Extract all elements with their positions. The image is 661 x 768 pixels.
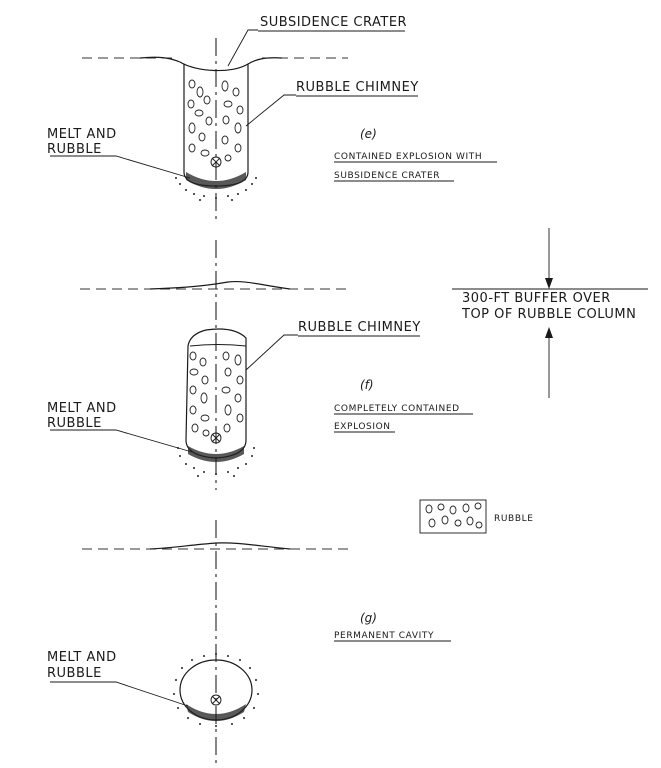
panel-g-melt-label-2: RUBBLE xyxy=(47,666,102,681)
legend-rubble-label: RUBBLE xyxy=(494,514,534,524)
panel-e-rubble-chimney-label: RUBBLE CHIMNEY xyxy=(296,80,419,95)
buffer-label-2: TOP OF RUBBLE COLUMN xyxy=(462,307,637,322)
panel-g-caption-1: PERMANENT CAVITY xyxy=(334,631,435,641)
panel-e-melt-label-1: MELT AND xyxy=(47,127,117,142)
panel-g-letter: (g) xyxy=(360,611,377,625)
panel-f-caption-1: COMPLETELY CONTAINED xyxy=(334,404,460,414)
panel-f-melt-label-1: MELT AND xyxy=(47,401,117,416)
panel-f-caption-2: EXPLOSION xyxy=(334,422,391,432)
panel-e-crater-leader xyxy=(228,30,258,66)
panel-f-letter: (f) xyxy=(360,378,374,392)
panel-f-rubble-chimney-label: RUBBLE CHIMNEY xyxy=(298,320,421,335)
panel-e-melt-label-2: RUBBLE xyxy=(47,142,102,157)
panel-e xyxy=(47,15,497,222)
panel-f-chimney-leader xyxy=(246,335,298,370)
panel-g-shot-point xyxy=(211,695,221,705)
panel-f-chimney-cap xyxy=(190,345,246,347)
panel-f-surface xyxy=(150,282,290,289)
panel-g-melt-leader xyxy=(50,682,188,706)
panel-e-chimney-leader xyxy=(246,95,296,126)
panel-f xyxy=(47,240,473,490)
panel-e-crater-surface xyxy=(140,57,282,70)
panel-g xyxy=(47,520,451,768)
panel-g-melt-label-1: MELT AND xyxy=(47,650,117,665)
legend-rubble-pattern xyxy=(426,503,482,528)
buffer-label-1: 300-FT BUFFER OVER xyxy=(462,291,611,306)
panel-f-melt-label-2: RUBBLE xyxy=(47,416,102,431)
panel-e-caption-1: CONTAINED EXPLOSION WITH xyxy=(334,152,483,162)
panel-e-melt-leader xyxy=(50,156,190,178)
buffer-dimension xyxy=(452,228,648,398)
panel-e-subsidence-crater-label: SUBSIDENCE CRATER xyxy=(260,15,408,30)
panel-g-surface xyxy=(150,543,290,549)
panel-f-melt-leader xyxy=(50,430,192,452)
buffer-arrow-down-icon xyxy=(545,278,553,289)
buffer-arrow-up-icon xyxy=(545,327,553,338)
panel-e-caption-2: SUBSIDENCE CRATER xyxy=(334,171,441,181)
panel-e-letter: (e) xyxy=(360,127,377,141)
legend xyxy=(420,500,534,533)
